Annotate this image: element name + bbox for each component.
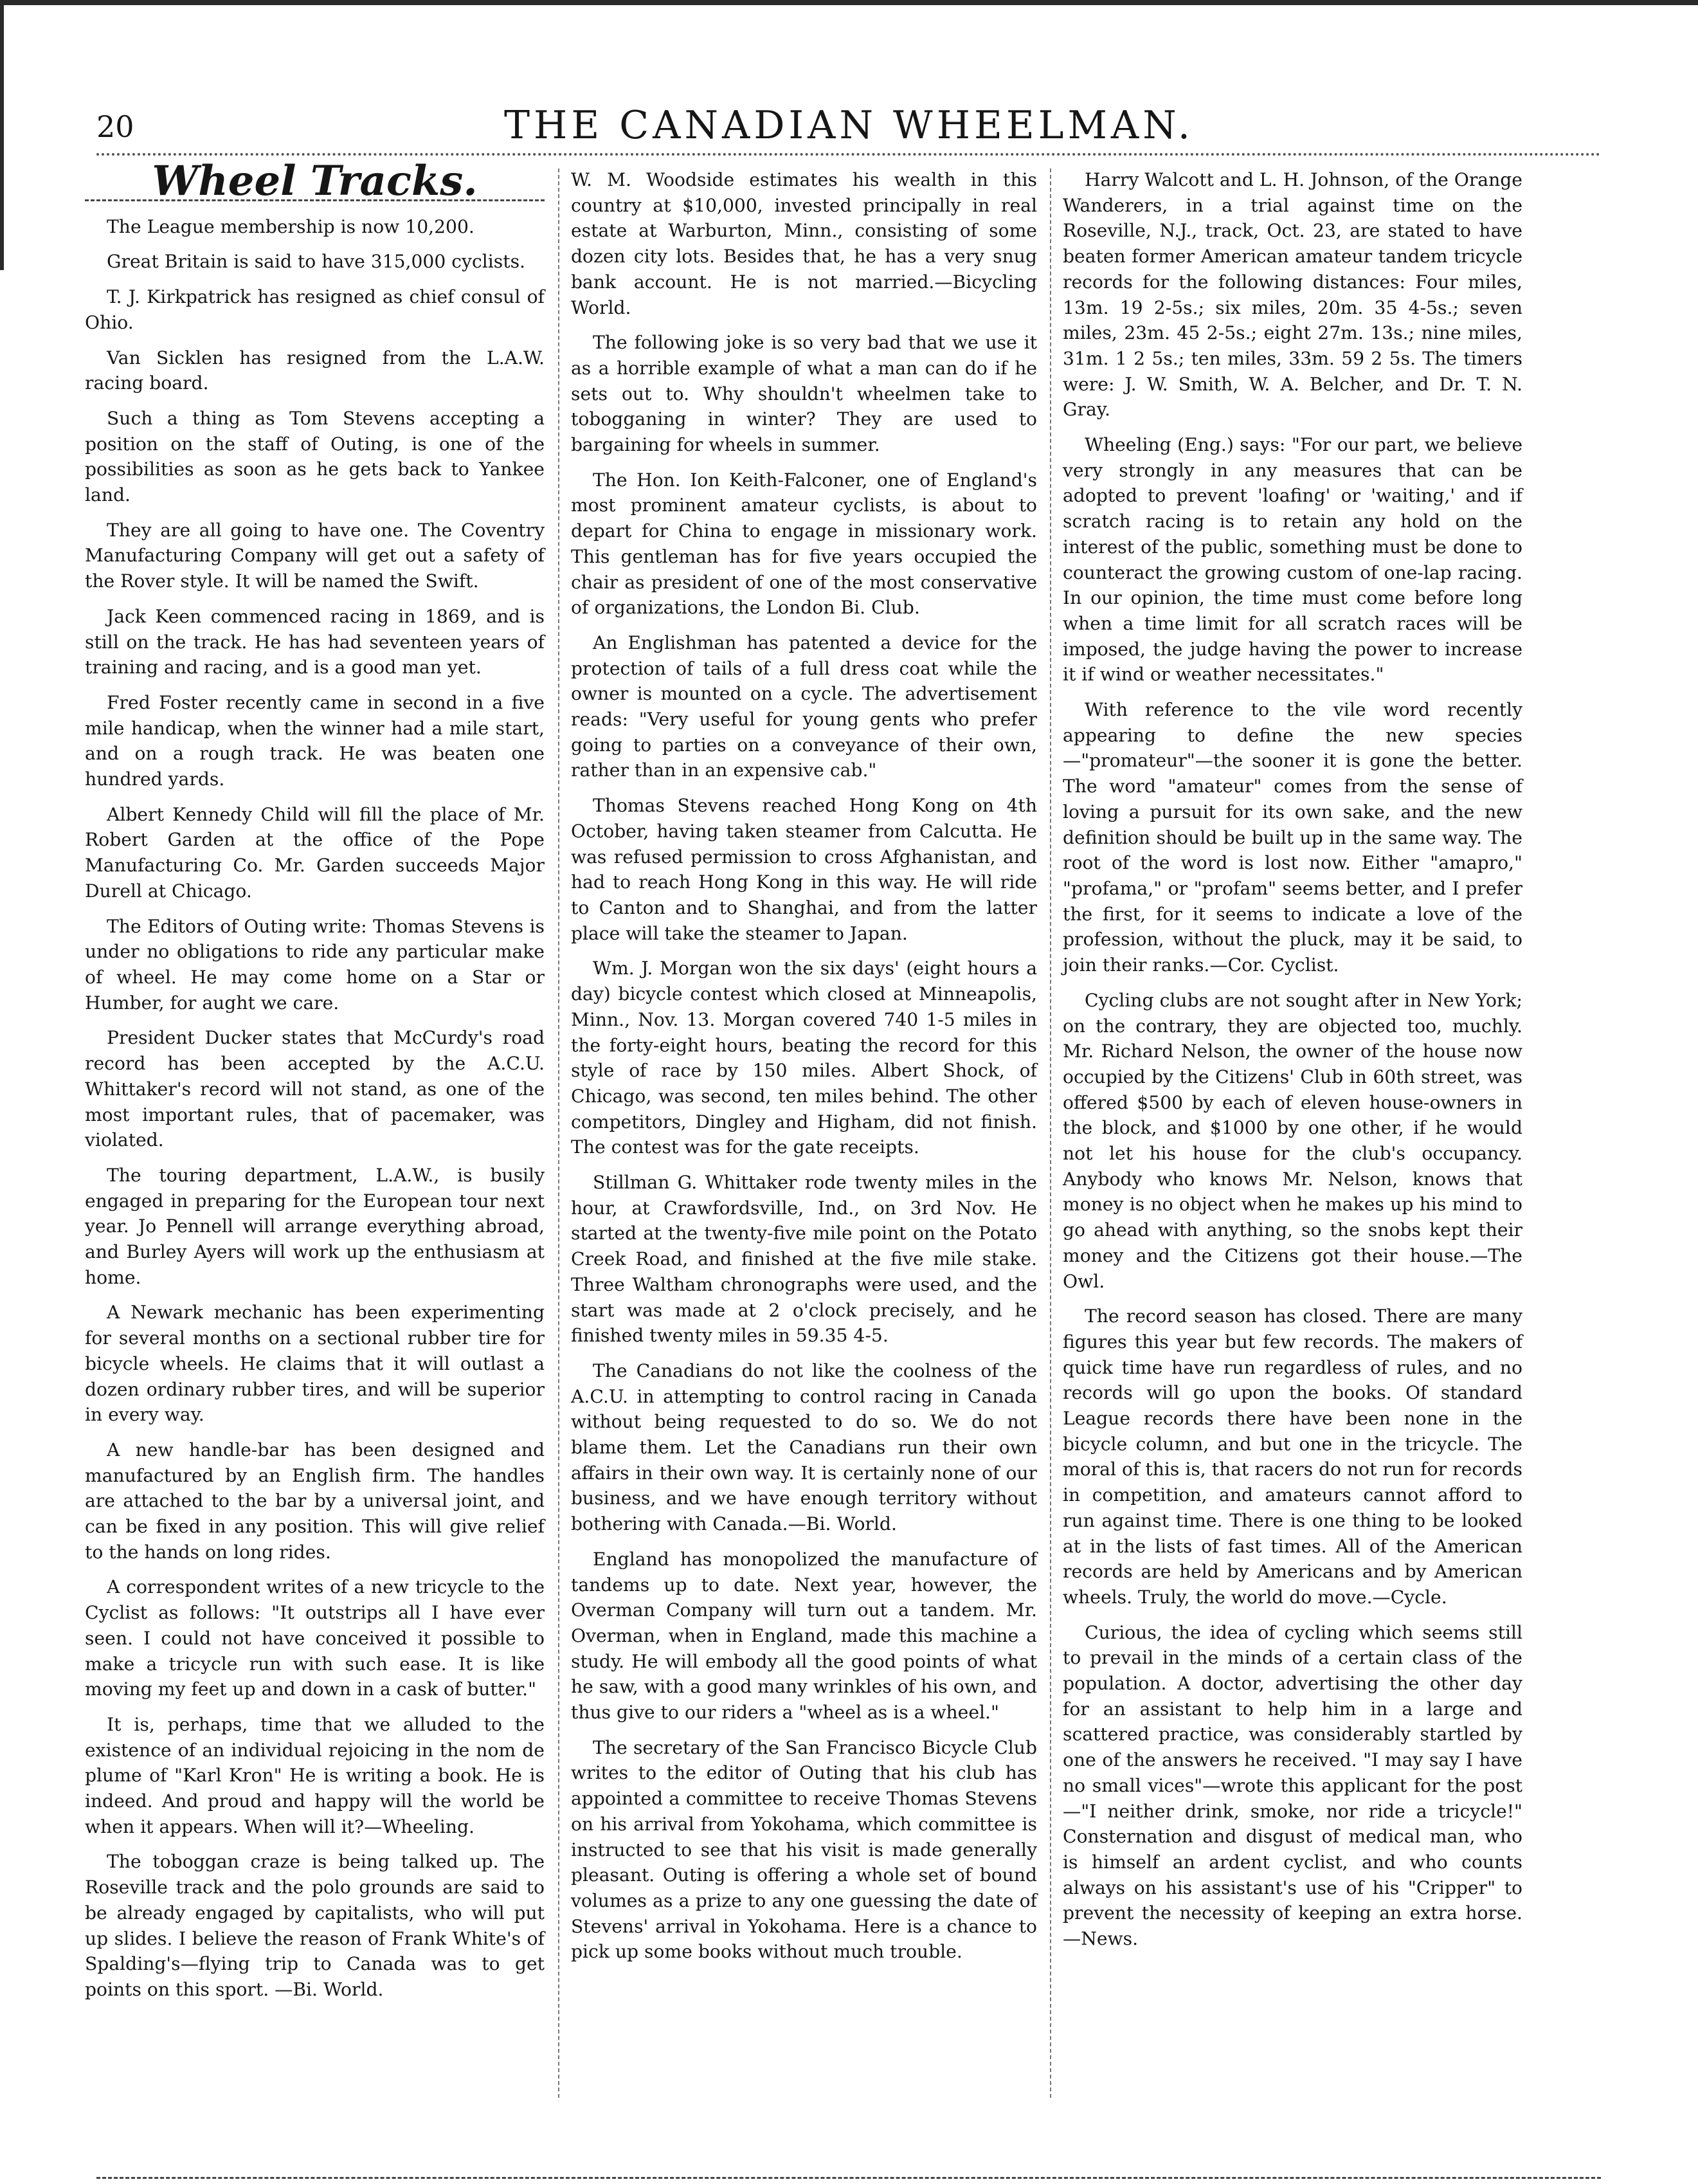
page-number: 20	[96, 109, 134, 144]
article-paragraph: It is, perhaps, time that we alluded to the existence of an individual rejoicing in the nom de plume of "Karl Kron" He is writing a book. He is indeed. And proud and happy will the world be when it appears. When will it?—Wheeling.	[85, 1713, 545, 1837]
article-paragraph: W. M. Woodside estimates his wealth in this country at $10,000, invested principally in real estate at Warburton, Minn., consisting of some dozen city lots. Besides that, he has a very snug bank account. He is not married.—Bicycling World.	[571, 169, 1037, 318]
column-divider-1	[558, 168, 559, 2098]
article-paragraph: T. J. Kirkpatrick has resigned as chief consul of Ohio.	[85, 286, 545, 333]
article-paragraph: Jack Keen commenced racing in 1869, and is still on the track. He has had seventeen years of training and racing, and is a good man yet.	[85, 605, 545, 678]
article-paragraph: The toboggan craze is being talked up. The Roseville track and the polo grounds are said to be already engaged by capitalists, who will put up slides. I believe the reason of Frank White's of Spalding's—flying trip to Canada was to get points on this sport. —Bi. World.	[85, 1851, 545, 2000]
footer-rule	[96, 2177, 1601, 2179]
article-paragraph: The League membership is now 10,200.	[107, 215, 474, 237]
masthead-title: THE CANADIAN WHEELMAN.	[504, 103, 1194, 148]
article-paragraph: The secretary of the San Francisco Bicycle Club writes to the editor of Outing that his club has appointed a committee to receive Thomas Stevens on his arrival from Yokohama, which committee is instructed to see that his visit is made generally pleasant. Outing is offering a whole set of bound volumes as a prize to any one guessing the date of Stevens' arrival in Yokohama. Here is a chance to pick up some books without much trouble.	[571, 1736, 1037, 1963]
column-1	[85, 157, 545, 2012]
article-paragraph: Great Britain is said to have 315,000 cyclists.	[107, 251, 526, 273]
column-1-paragraphs	[85, 214, 545, 2003]
article-paragraph: Fred Foster recently came in second in a five mile handicap, when the winner had a mile start, and on a rough track. He was beaten one hundred yards.	[85, 691, 545, 790]
article-paragraph: Harry Walcott and L. H. Johnson, of the Orange Wanderers, in a trial against time on the Roseville, N.J., track, Oct. 23, are stated to have beaten former American amateur tandem tricycle records for the following distances: Four miles, 13m. 19 2-5s.; six miles, 20m. 35 4-5s.; seven miles, 23m. 45 2-5s.; eight 27m. 13s.; nine miles, 31m. 1 2 5s.; ten miles, 33m. 59 2 5s. The timers were: J. W. Smith, W. A. Belcher, and Dr. T. N. Gray.	[1063, 169, 1522, 421]
article-paragraph: Van Sicklen has resigned from the L.A.W. racing board.	[85, 347, 545, 394]
article-paragraph: Stillman G. Whittaker rode twenty miles in the hour, at Crawfordsville, Ind., on 3rd Nov. He started at the twenty-five mile point on the Potato Creek Road, and finished at the five mile stake. Three Waltham chronographs were used, and the start was made at 2 o'clock precisely, and he finished twenty miles in 59.35 4-5.	[571, 1172, 1037, 1347]
scan-edge-top	[0, 0, 1698, 5]
article-paragraph: An Englishman has patented a device for the protection of tails of a full dress coat while the owner is mounted on a cycle. The advertisement reads: "Very useful for young gents who prefer going to parties on a conveyance of their own, rather than in an expensive cab."	[571, 632, 1037, 781]
article-paragraph: President Ducker states that McCurdy's road record has been accepted by the A.C.U. Whittaker's record will not stand, as one of the most important rules, that of pacemaker, was violated.	[85, 1027, 545, 1151]
article-paragraph: They are all going to have one. The Coventry Manufacturing Company will get out a safety of the Rover style. It will be named the Swift.	[85, 519, 545, 592]
column-2	[571, 167, 1037, 1974]
column-divider-2	[1050, 168, 1051, 2098]
article-paragraph: The following joke is so very bad that we use it as a horrible example of what a man can do if he sets out to. Why shouldn't wheelmen take to tobogganing in winter? They are used to bargaining for wheels in summer.	[571, 332, 1037, 456]
article-paragraph: The Hon. Ion Keith-Falconer, one of England's most prominent amateur cyclists, is about to depart for China to engage in missionary work. This gentleman has for five years occupied the chair as president of one of the most conservative of organizations, the London Bi. Club.	[571, 469, 1037, 619]
article-paragraph: The touring department, L.A.W., is busily engaged in preparing for the European tour next year. Jo Pennell will arrange everything abroad, and Burley Ayers will work up the enthusiasm at home.	[85, 1164, 545, 1288]
article-paragraph: The record season has closed. There are many figures this year but few records. The makers of quick time have run regardless of rules, and no records will go upon the books. Of standard League records there have been none in the bicycle column, and but one in the tricycle. The moral of this is, that racers do not run for records in competition, and amateurs cannot afford to run against time. There is one thing to be looked at in the lists of fast times. All of the American records are held by Americans and by American wheels. Truly, the world do move.—Cycle.	[1063, 1306, 1522, 1608]
article-paragraph: A correspondent writes of a new tricycle to the Cyclist as follows: "It outstrips all I have ever seen. I could not have conceived it possible to make a tricycle run with such ease. It is like moving my feet up and down in a cask of butter."	[85, 1576, 545, 1700]
article-paragraph: The Canadians do not like the coolness of the A.C.U. in attempting to control racing in Canada without being requested to do so. We do not blame them. Let the Canadians run their own affairs in their own way. It is certainly none of our business, and we have enough territory without bothering with Canada.—Bi. World.	[571, 1360, 1037, 1535]
column-3	[1063, 167, 1522, 1961]
article-paragraph: A new handle-bar has been designed and manufactured by an English firm. The handles are attached to the bar by a universal joint, and can be fixed in any position. This will give relief to the hands on long rides.	[85, 1439, 545, 1563]
section-title: Wheel Tracks.	[152, 157, 478, 205]
article-paragraph: Such a thing as Tom Stevens accepting a position on the staff of Outing, is one of the possibilities as soon as he gets back to Yankee land.	[85, 407, 545, 506]
article-paragraph: Thomas Stevens reached Hong Kong on 4th October, having taken steamer from Calcutta. He was refused permission to cross Afghanistan, and had to reach Hong Kong in this way. He will ride to Canton and to Shanghai, and from the latter place will take the steamer to Japan.	[571, 795, 1037, 944]
article-paragraph: Wheeling (Eng.) says: "For our part, we believe very strongly in any measures that can be adopted to prevent 'loafing' or 'waiting,' and if scratch racing is to retain any hold on the interest of the public, something must be done to counteract the growing custom of one-lap racing. In our opinion, the time must come before long when a time limit for all scratch races will be imposed, the judge having the power to increase it if wind or weather necessitates."	[1063, 434, 1522, 686]
article-paragraph: The Editors of Outing write: Thomas Stevens is under no obligations to ride any particular make of wheel. He may come home on a Star or Humber, for aught we care.	[85, 915, 545, 1014]
article-paragraph: England has monopolized the manufacture of tandems up to date. Next year, however, the Overman Company will turn out a tandem. Mr. Overman, when in England, made this machine a study. He will embody all the good points of what he saw, with a good many wrinkles of his own, and thus give to our riders a "wheel as is a wheel."	[571, 1548, 1037, 1724]
header-rule	[96, 153, 1601, 156]
article-paragraph: With reference to the vile word recently appearing to define the new species—"promateur"—the sooner it is gone the better. The word "amateur" comes from the sense of loving a pursuit for its own sake, and the new definition should be built up in the same way. The root of the word is lost now. Either "amapro," "profama," or "profam" seems better, and I prefer the first, for it seems to indicate a love of the profession, without the pluck, may it be said, to join their ranks.—Cor. Cyclist.	[1063, 699, 1522, 976]
article-paragraph: Cycling clubs are not sought after in New York; on the contrary, they are objected too, muchly. Mr. Richard Nelson, the owner of the house now occupied by the Citizens' Club in 60th street, was offered $500 by each of eleven house-owners in the block, and $1000 by one other, if he would not let his house for the club's occupancy. Anybody who knows Mr. Nelson, knows that money is no object when he makes up his mind to go ahead with anything, so the snobs kept their money and the Citizens got their house.—The Owl.	[1063, 989, 1522, 1292]
article-paragraph: A Newark mechanic has been experimenting for several months on a sectional rubber tire for bicycle wheels. He claims that it will outlast a dozen ordinary rubber tires, and will be superior in every way.	[85, 1302, 545, 1426]
article-paragraph: Wm. J. Morgan won the six days' (eight hours a day) bicycle contest which closed at Minneapolis, Minn., Nov. 13. Morgan covered 740 1-5 miles in the forty-eight hours, beating the record for this style of race by 150 miles. Albert Shock, of Chicago, was second, ten miles behind. The other competitors, Dingley and Higham, did not finish. The contest was for the gate receipts.	[571, 958, 1037, 1158]
article-paragraph: Albert Kennedy Child will fill the place of Mr. Robert Garden at the office of the Pope Manufacturing Co. Mr. Garden succeeds Major Durell at Chicago.	[85, 803, 545, 902]
article-paragraph: Curious, the idea of cycling which seems still to prevail in the minds of a certain class of the population. A doctor, advertising the other day for an assistant to help him in a large and scattered practice, was considerably startled by one of the answers he received. "I may say I have no small vices"—wrote this applicant for the post—"I neither drink, smoke, nor ride a tricycle!" Consternation and disgust of medical man, who is himself an ardent cyclist, and who counts always on his assistant's use of his "Cripper" to prevent the necessity of keeping an extra horse.—News.	[1063, 1621, 1522, 1950]
